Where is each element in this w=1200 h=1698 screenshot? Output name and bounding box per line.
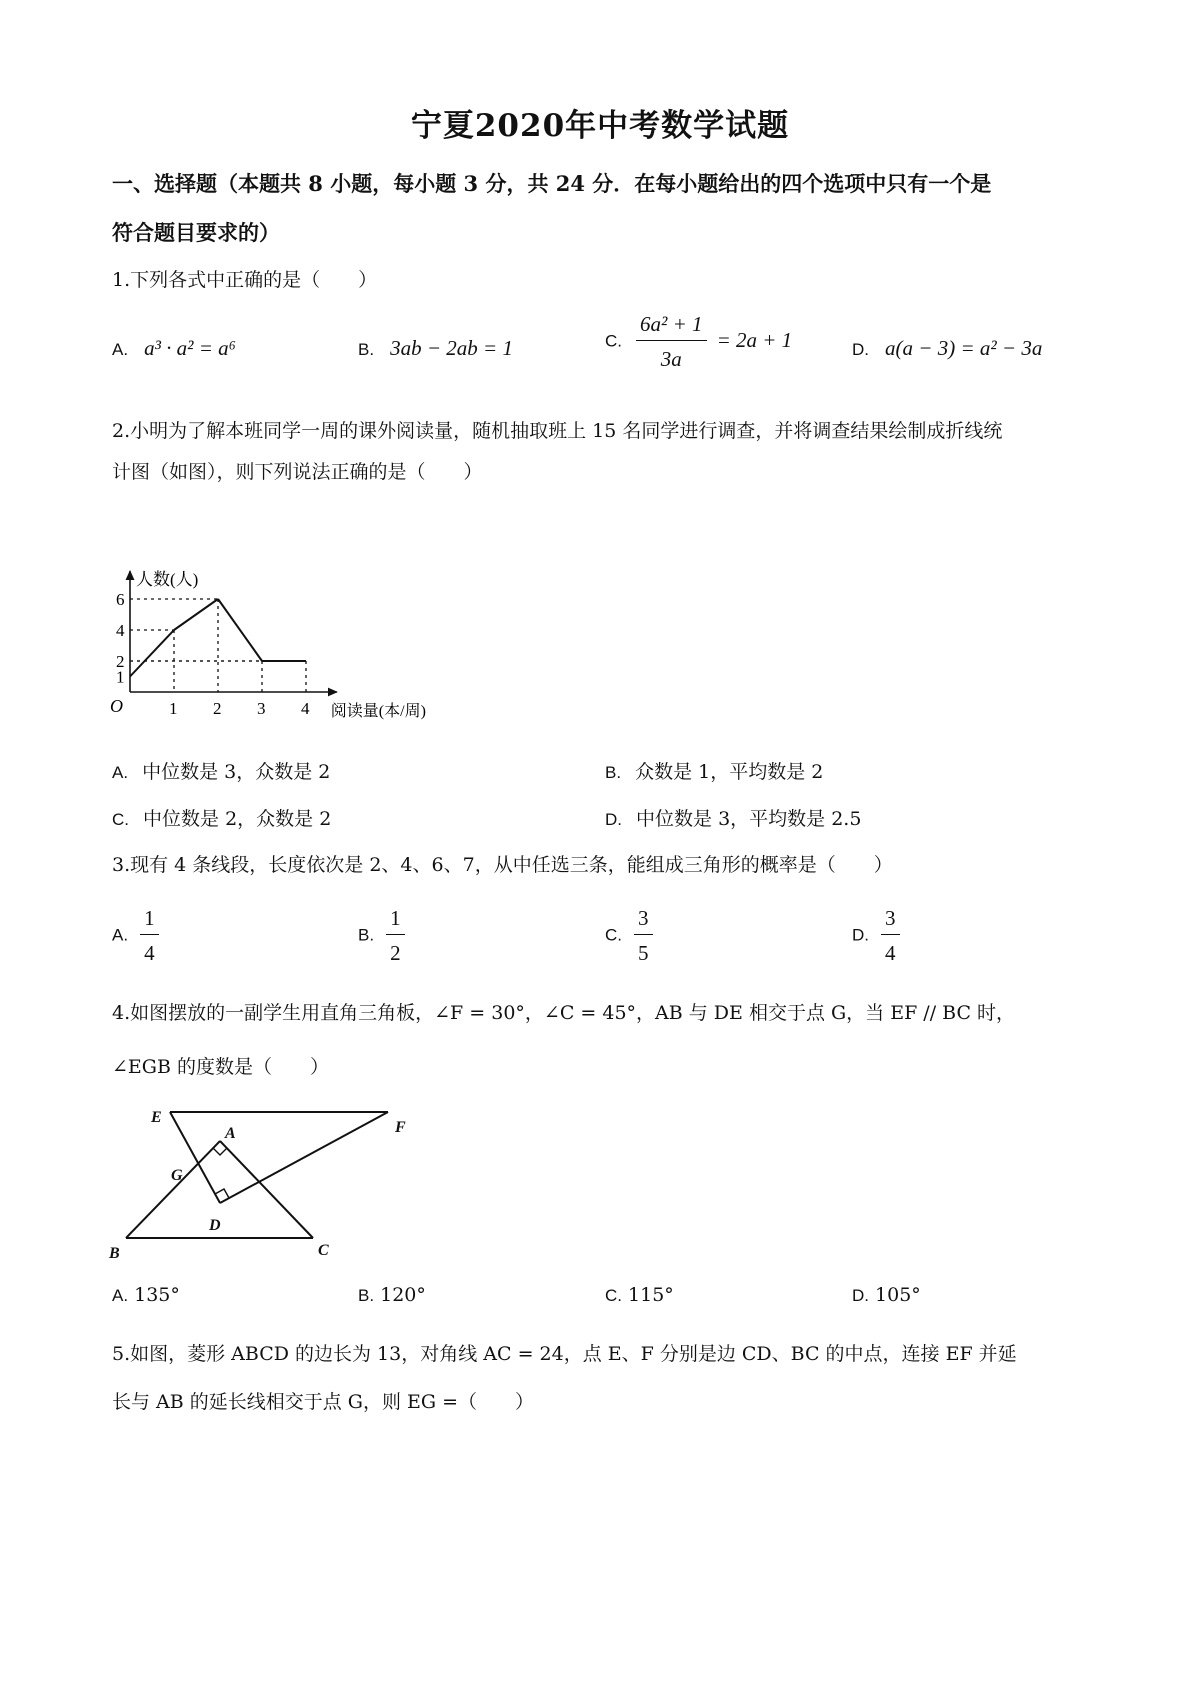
q1-option-c-label: C. bbox=[605, 331, 622, 351]
chart-y-tick-label: 6 bbox=[116, 590, 125, 609]
q4-option-d bbox=[852, 1284, 921, 1306]
q5-stem-line2: 长与 AB 的延长线相交于点 G，则 EG =（ ） bbox=[112, 1391, 535, 1413]
segment-df bbox=[220, 1112, 388, 1203]
point-f-label: F bbox=[395, 1119, 406, 1136]
q2-option-c bbox=[112, 804, 331, 831]
q2-option-d-label: D. bbox=[605, 810, 622, 829]
q1-option-d-text: a(a − 3) = a² − 3a bbox=[885, 336, 1043, 360]
q1-option-c bbox=[605, 312, 792, 371]
q1-option-d bbox=[852, 336, 1042, 361]
q1-option-a bbox=[112, 336, 236, 361]
q3-option-b bbox=[358, 906, 405, 965]
q1-option-a-label: A. bbox=[112, 340, 129, 359]
q2-option-a-label: A. bbox=[112, 763, 129, 782]
q4-option-c bbox=[605, 1284, 674, 1306]
chart-x-label: 阅读量(本/周) bbox=[330, 703, 426, 720]
chart-x-tick-label: 2 bbox=[213, 699, 222, 718]
q4-stem-line1: 4.如图摆放的一副学生用直角三角板，∠F = 30°，∠C = 45°，AB 与 DE 相交于点 G，当 EF // BC 时， bbox=[112, 1002, 1016, 1024]
q2-option-c-label: C. bbox=[112, 810, 129, 829]
chart-line-segment bbox=[130, 630, 174, 677]
section-heading-line1: 一、选择题（本题共 8 小题，每小题 3 分，共 24 分．在每小题给出的四个选项中只有一个是 bbox=[112, 171, 992, 196]
q2-option-d-text: 中位数是 3，平均数是 2.5 bbox=[636, 808, 862, 830]
section-heading-line2: 符合题目要求的） bbox=[112, 220, 280, 245]
q2-option-b-label: B. bbox=[605, 763, 622, 782]
chart-y-tick-label: 2 bbox=[116, 652, 125, 671]
q3-stem: 3.现有 4 条线段，长度依次是 2、4、6、7，从中任选三条，能组成三角形的概率是（ ） bbox=[112, 854, 893, 876]
chart-y-label: 人数(人) bbox=[136, 570, 199, 590]
chart-y-tick-labels bbox=[116, 590, 125, 687]
q3-option-d-fraction bbox=[881, 906, 900, 965]
chart-line-segment bbox=[218, 599, 262, 661]
q4-option-a bbox=[112, 1284, 180, 1306]
page-title: 宁夏2020年中考数学试题 bbox=[410, 108, 790, 144]
point-d-label: D bbox=[209, 1217, 221, 1234]
q1-stem: 1.下列各式中正确的是（ ） bbox=[112, 269, 378, 291]
q3-option-c-den: 5 bbox=[638, 941, 649, 966]
right-angle-mark-a bbox=[213, 1148, 227, 1155]
q4-option-d-label: D. bbox=[852, 1286, 869, 1305]
q2-option-a bbox=[112, 757, 330, 784]
q1-option-c-rhs: = 2a + 1 bbox=[716, 327, 793, 352]
q1-option-c-fraction bbox=[636, 312, 706, 371]
q1-option-b-text: 3ab − 2ab = 1 bbox=[390, 336, 513, 360]
q4-stem-line2: ∠EGB 的度数是（ ） bbox=[112, 1056, 329, 1078]
reading-line-chart bbox=[108, 500, 438, 740]
point-g-label: G bbox=[171, 1167, 183, 1184]
q4-option-c-text: 115° bbox=[628, 1284, 674, 1306]
q4-option-b-text: 120° bbox=[380, 1284, 426, 1306]
q3-option-a-num: 1 bbox=[140, 906, 159, 935]
q2-option-d bbox=[605, 804, 861, 831]
q3-option-a-label: A. bbox=[112, 925, 129, 945]
chart-y-tick-label: 1 bbox=[116, 667, 125, 687]
chart-y-tick-label: 4 bbox=[116, 621, 125, 640]
point-c-label: C bbox=[318, 1242, 329, 1259]
q2-stem-line2: 计图（如图），则下列说法正确的是（ ） bbox=[112, 461, 483, 483]
q5-stem-line1: 5.如图，菱形 ABCD 的边长为 13，对角线 AC = 24，点 E、F 分别是边 CD、BC 的中点，连接 EF 并延 bbox=[112, 1343, 1017, 1365]
chart-x-tick-label: 4 bbox=[301, 699, 310, 718]
chart-guide-lines bbox=[130, 599, 306, 692]
point-e-label: E bbox=[151, 1109, 162, 1126]
point-b-label: B bbox=[109, 1245, 120, 1262]
q1-option-b-label: B. bbox=[358, 340, 375, 359]
q3-option-d-num: 3 bbox=[881, 906, 900, 935]
chart-origin-label: O bbox=[110, 696, 123, 716]
q3-option-d-den: 4 bbox=[885, 941, 896, 966]
q3-option-c-label: C. bbox=[605, 925, 622, 945]
chart-x-tick-label: 1 bbox=[169, 699, 178, 718]
q2-option-a-text: 中位数是 3，众数是 2 bbox=[142, 761, 331, 783]
q1-option-a-text: a³ · a² = a⁶ bbox=[144, 336, 236, 360]
q2-option-b bbox=[605, 757, 823, 784]
q1-option-b bbox=[358, 336, 513, 361]
q2-option-b-text: 众数是 1，平均数是 2 bbox=[635, 761, 824, 783]
segment-ab bbox=[126, 1141, 220, 1238]
q3-option-d-label: D. bbox=[852, 925, 869, 945]
q3-option-a bbox=[112, 906, 159, 965]
chart-line-segment bbox=[174, 599, 218, 630]
q4-option-a-label: A. bbox=[112, 1286, 129, 1305]
q4-option-a-text: 135° bbox=[134, 1284, 180, 1306]
q1-option-c-denominator: 3a bbox=[660, 347, 682, 372]
triangle-ruler-figure bbox=[105, 1100, 425, 1270]
q3-option-b-fraction bbox=[386, 906, 405, 965]
q3-option-b-label: B. bbox=[358, 925, 375, 945]
q2-option-c-text: 中位数是 2，众数是 2 bbox=[143, 808, 332, 830]
q3-option-c-num: 3 bbox=[634, 906, 653, 935]
q3-option-b-den: 2 bbox=[390, 941, 401, 966]
q2-stem-line1: 2.小明为了解本班同学一周的课外阅读量，随机抽取班上 15 名同学进行调查，并将调查结果绘制成折线统 bbox=[112, 420, 1003, 442]
q4-option-b-label: B. bbox=[358, 1286, 375, 1305]
q4-option-d-text: 105° bbox=[875, 1284, 921, 1306]
q1-option-c-numerator: 6a² + 1 bbox=[636, 312, 706, 341]
q3-option-c-fraction bbox=[634, 906, 653, 965]
q3-option-a-den: 4 bbox=[144, 941, 155, 966]
segment-ed bbox=[170, 1112, 220, 1203]
chart-x-tick-labels bbox=[169, 699, 310, 718]
q1-option-d-label: D. bbox=[852, 340, 869, 359]
q3-option-c bbox=[605, 906, 653, 965]
q4-option-c-label: C. bbox=[605, 1286, 622, 1305]
q3-option-b-num: 1 bbox=[386, 906, 405, 935]
chart-x-tick-label: 3 bbox=[257, 699, 266, 718]
q4-option-b bbox=[358, 1284, 426, 1306]
q3-option-d bbox=[852, 906, 900, 965]
q3-option-a-fraction bbox=[140, 906, 159, 965]
segment-ac bbox=[220, 1141, 313, 1238]
point-a-label: A bbox=[225, 1125, 236, 1142]
